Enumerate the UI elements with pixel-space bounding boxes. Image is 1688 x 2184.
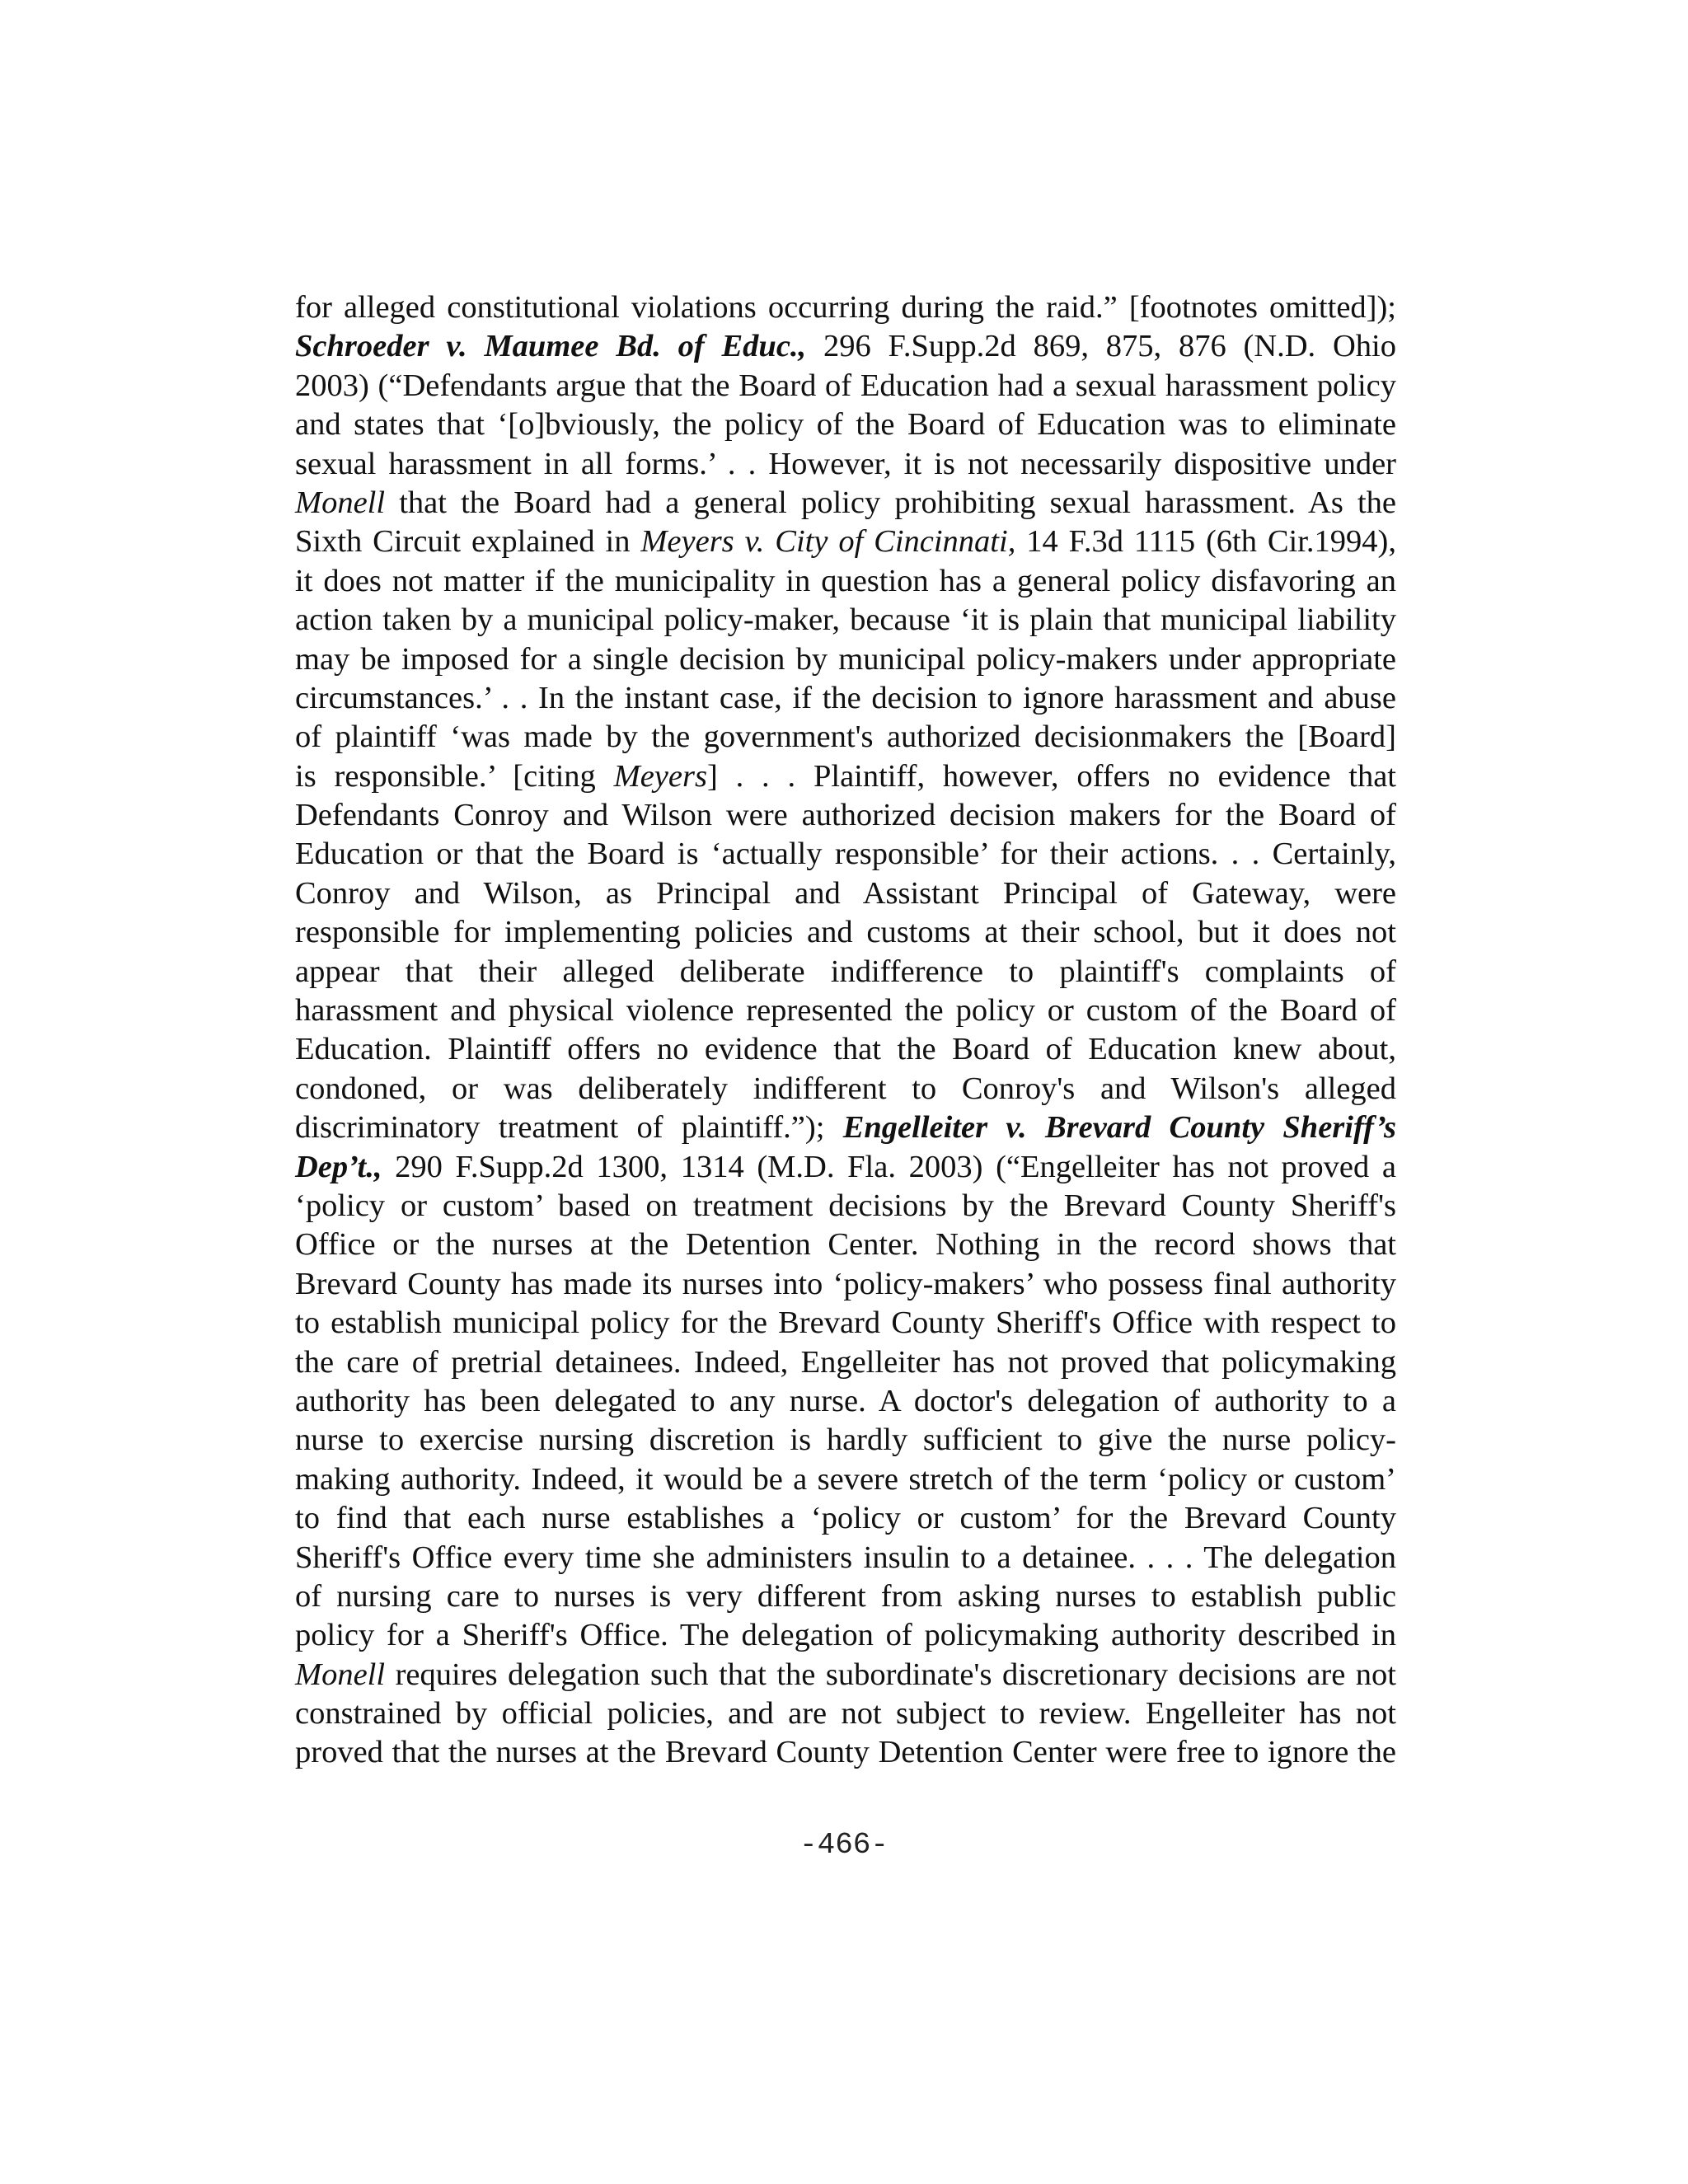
- text-run: condoned, or was deliberately indifferent to Conroy's and Wilson's alleged: [295, 1071, 1396, 1106]
- text-line: [295, 1733, 1396, 1772]
- text-run: harassment and physical violence represented the policy or custom of the Board of: [295, 993, 1396, 1029]
- text-line: [295, 367, 1396, 405]
- text-line: [295, 405, 1396, 444]
- text-run: Conroy and Wilson, as Principal and Assistant Principal of Gateway, were: [295, 875, 1396, 911]
- text-run: sexual harassment in all forms.’ . . However, it is not necessarily dispositive under: [295, 446, 1396, 481]
- text-line: [295, 1539, 1396, 1577]
- case-citation: Schroeder v. Maumee Bd. of Educ.,: [295, 329, 807, 364]
- text-line: [295, 1616, 1396, 1655]
- text-line: [295, 1382, 1396, 1421]
- italic-citation: Meyers: [613, 758, 707, 794]
- text-line: [295, 1265, 1396, 1304]
- text-run: requires delegation such that the subordinate's discretionary decisions are not: [385, 1657, 1396, 1692]
- text-run: may be imposed for a single decision by municipal policy-makers under appropriate: [295, 641, 1396, 677]
- document-body: [295, 288, 1396, 1773]
- text-run: action taken by a municipal policy-maker, because ‘it is plain that municipal liability: [295, 602, 1396, 638]
- text-line: [295, 1226, 1396, 1264]
- text-line: [295, 835, 1396, 874]
- text-run: Office or the nurses at the Detention Center. Nothing in the record shows that: [295, 1227, 1396, 1263]
- text-run: 2003) (“Defendants argue that the Board of Education had a sexual harassment policy: [295, 368, 1396, 403]
- text-line: [295, 953, 1396, 991]
- italic-citation: Monell: [295, 1657, 386, 1692]
- text-line: [295, 796, 1396, 835]
- text-line: [295, 913, 1396, 952]
- text-line: [295, 484, 1396, 523]
- text-line: [295, 679, 1396, 718]
- text-run: discriminatory treatment of plaintiff.”);: [295, 1110, 843, 1146]
- text-run: Education or that the Board is ‘actually responsible’ for their actions. . . Certainly,: [295, 837, 1396, 872]
- text-run: is responsible.’ [citing: [295, 758, 614, 794]
- text-run: 290 F.Supp.2d 1300, 1314 (M.D. Fla. 2003) (“Engelleiter has not proved a: [382, 1149, 1396, 1184]
- text-run: the care of pretrial detainees. Indeed, Engelleiter has not proved that policymaking: [295, 1344, 1396, 1380]
- text-run: responsible for implementing policies and customs at their school, but it does not: [295, 915, 1396, 950]
- text-run: Education. Plaintiff offers no evidence that the Board of Education knew about,: [295, 1032, 1396, 1067]
- text-run: 296 F.Supp.2d 869, 875, 876 (N.D. Ohio: [806, 329, 1396, 364]
- text-run: Brevard County has made its nurses into ‘policy-makers’ who possess final authority: [295, 1266, 1396, 1301]
- text-line: [295, 523, 1396, 561]
- text-run: ] . . . Plaintiff, however, offers no evidence that: [706, 758, 1396, 794]
- text-line: [295, 562, 1396, 601]
- text-line: [295, 1187, 1396, 1226]
- text-line: [295, 640, 1396, 679]
- text-run: authority has been delegated to any nurse. A doctor's delegation of authority to a: [295, 1383, 1396, 1418]
- text-run: for alleged constitutional violations occurring during the raid.” [footnotes omitted]);: [295, 290, 1396, 325]
- text-line: [295, 1148, 1396, 1187]
- text-run: policy for a Sheriff's Office. The delegation of policymaking authority described in: [295, 1618, 1396, 1653]
- text-line: [295, 1577, 1396, 1616]
- text-run: Defendants Conroy and Wilson were authorized decision makers for the Board of: [295, 798, 1396, 833]
- text-run: to establish municipal policy for the Brevard County Sheriff's Office with respect to: [295, 1305, 1396, 1341]
- text-line: [295, 1030, 1396, 1069]
- text-line: [295, 327, 1396, 366]
- text-line: [295, 1656, 1396, 1694]
- case-citation: Engelleiter v. Brevard County Sheriff’s: [842, 1110, 1396, 1146]
- case-citation: Dep’t.,: [295, 1149, 382, 1184]
- text-line: [295, 1499, 1396, 1538]
- text-line: [295, 1421, 1396, 1460]
- text-line: [295, 1460, 1396, 1499]
- italic-citation: Meyers v. City of Cincinnati,: [640, 524, 1016, 560]
- page-number: -466-: [799, 1828, 889, 1862]
- text-run: nurse to exercise nursing discretion is hardly sufficient to give the nurse policy-: [295, 1422, 1396, 1458]
- text-run: 14 F.3d 1115 (6th Cir.1994),: [1015, 524, 1396, 560]
- text-run: and states that ‘[o]bviously, the policy of the Board of Education was to eliminate: [295, 407, 1396, 443]
- text-line: [295, 1304, 1396, 1343]
- text-run: appear that their alleged deliberate indifference to plaintiff's complaints of: [295, 954, 1396, 989]
- text-run: circumstances.’ . . In the instant case, if the decision to ignore harassment and abuse: [295, 680, 1396, 715]
- text-run: of plaintiff ‘was made by the government's authorized decisionmakers the [Board]: [295, 719, 1396, 755]
- text-run: of nursing care to nurses is very different from asking nurses to establish public: [295, 1578, 1396, 1614]
- text-line: [295, 1343, 1396, 1382]
- italic-citation: Monell: [295, 485, 386, 520]
- text-line: [295, 1694, 1396, 1733]
- text-run: to find that each nurse establishes a ‘policy or custom’ for the Brevard County: [295, 1501, 1396, 1536]
- text-run: constrained by official policies, and are not subject to review. Engelleiter has not: [295, 1696, 1396, 1732]
- text-line: [295, 1108, 1396, 1147]
- text-run: Sixth Circuit explained in: [295, 524, 641, 560]
- text-line: [295, 991, 1396, 1030]
- text-line: [295, 288, 1396, 327]
- text-run: proved that the nurses at the Brevard County Detention Center were free to ignore the: [295, 1735, 1396, 1770]
- text-run: it does not matter if the municipality in question has a general policy disfavoring an: [295, 563, 1396, 598]
- text-run: making authority. Indeed, it would be a severe stretch of the term ‘policy or custom’: [295, 1461, 1396, 1497]
- text-line: [295, 718, 1396, 757]
- text-line: [295, 757, 1396, 796]
- text-line: [295, 1070, 1396, 1108]
- text-run: Sheriff's Office every time she administers insulin to a detainee. . . . The delegation: [295, 1540, 1396, 1575]
- text-line: [295, 445, 1396, 484]
- text-line: [295, 874, 1396, 913]
- text-line: [295, 601, 1396, 640]
- text-run: ‘policy or custom’ based on treatment decisions by the Brevard County Sheriff's: [295, 1188, 1396, 1223]
- text-run: that the Board had a general policy prohibiting sexual harassment. As the: [385, 485, 1396, 520]
